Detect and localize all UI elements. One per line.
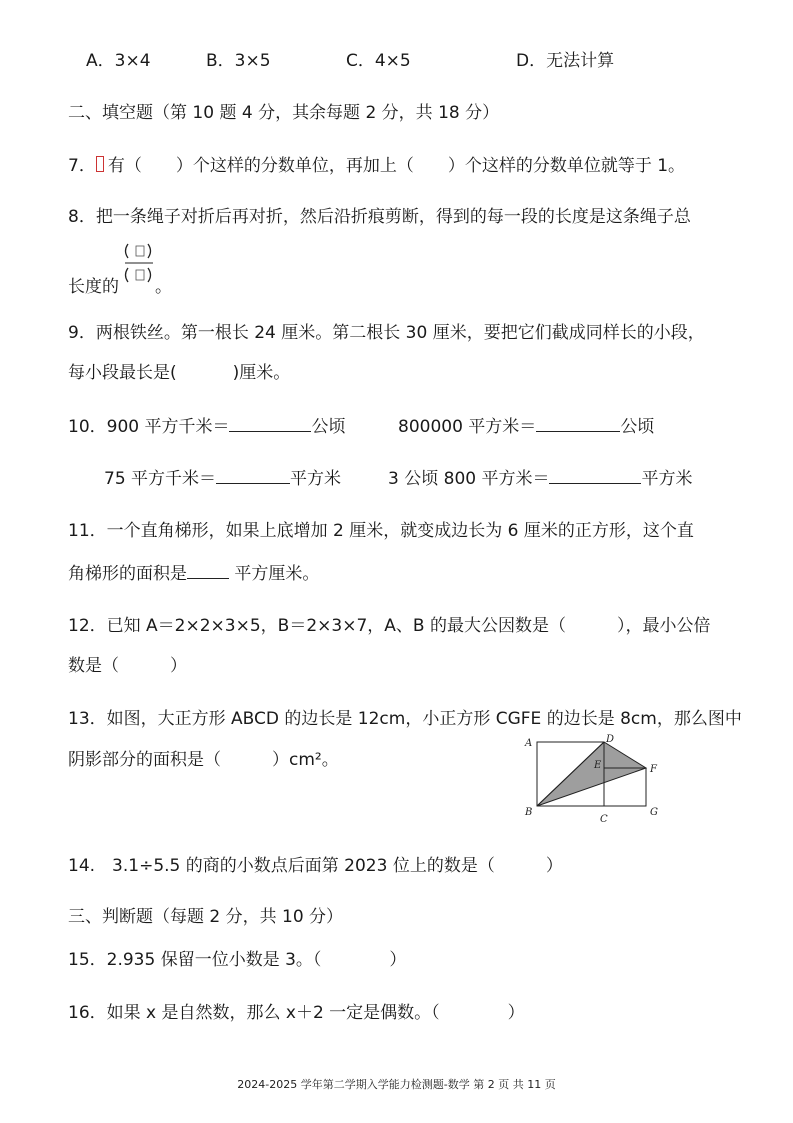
q7-number: 7． (68, 156, 96, 176)
q11-line2-a: 角梯形的面积是 (68, 564, 187, 584)
section3-title: 三、判断题（每题 2 分，共 10 分） (68, 907, 344, 927)
question-10-row1-left (68, 415, 345, 438)
q6-option-b: B．3×5 (206, 51, 271, 71)
q13-geometry-figure (520, 733, 670, 828)
label-f: F (650, 764, 657, 775)
q10-c2: 平方米 (290, 469, 342, 489)
label-b: B (525, 807, 533, 818)
q10-b1: 800000 平方米＝ (398, 417, 537, 437)
question-9-line1: 9．两根铁丝。第一根长 24 厘米。第二根长 30 厘米，要把它们截成同样长的小段， (68, 323, 705, 343)
q9-line2-a: 每小段最长是( (68, 363, 177, 383)
question-7 (68, 155, 685, 177)
question-11-line2 (68, 562, 319, 585)
question-13-line2: 阴影部分的面积是（ ）cm²。 (68, 750, 339, 770)
q10-a1: 10．900 平方千米＝ (68, 417, 230, 437)
question-10-row1-right (398, 415, 654, 438)
question-16: 16．如果 x 是自然数，那么 x＋2 一定是偶数。（ ） (68, 1003, 525, 1023)
question-8-line1: 8．把一条绳子对折后再对折，然后沿折痕剪断，得到的每一段的长度是这条绳子总 (68, 207, 691, 227)
q6-option-d: D．无法计算 (516, 51, 615, 71)
label-d: D (606, 734, 615, 745)
label-g: G (650, 807, 658, 818)
question-11-line1: 11．一个直角梯形，如果上底增加 2 厘米，就变成边长为 6 厘米的正方形，这个直 (68, 521, 694, 541)
question-10-row2-left (104, 467, 341, 490)
q10-a2: 公顷 (311, 417, 346, 437)
q7-text: 有（ ）个这样的分数单位，再加上（ ）个这样的分数单位就等于 1。 (107, 156, 686, 176)
question-12-line2: 数是（ ） (68, 656, 187, 676)
question-10-row2-right (388, 467, 692, 490)
question-9-line2 (68, 362, 290, 384)
label-e: E (594, 760, 602, 771)
page-footer: 2024-2025 学年第二学期入学能力检测题-数学 第 2 页 共 11 页 (237, 1078, 556, 1091)
shaded-triangle (537, 742, 646, 806)
q8-prefix: 长度的 (68, 277, 119, 297)
question-14: 14. 3.1÷5.5 的商的小数点后面第 2023 位上的数是（ ） (68, 856, 563, 876)
q10-b2: 公顷 (620, 417, 655, 437)
broken-image-icon (96, 156, 104, 172)
q8-fraction-blank (122, 240, 162, 290)
q10-d1: 3 公顷 800 平方米＝ (388, 469, 550, 489)
question-15: 15．2.935 保留一位小数是 3。（ ） (68, 950, 407, 970)
q9-line2-b: )厘米。 (232, 363, 291, 383)
q6-option-a: A．3×4 (86, 51, 151, 71)
question-12-line1: 12．已知 A＝2×2×3×5，B＝2×3×7，A、B 的最大公因数是（ ），最小公倍 (68, 616, 711, 636)
label-a: A (525, 738, 533, 749)
q11-line2-b: 平方厘米。 (229, 564, 320, 584)
q10-d2: 平方米 (641, 469, 693, 489)
q6-option-c: C．4×5 (346, 51, 411, 71)
q10-c1: 75 平方千米＝ (104, 469, 217, 489)
q8-suffix: 。 (155, 277, 172, 297)
section2-title: 二、填空题（第 10 题 4 分，其余每题 2 分，共 18 分） (68, 103, 500, 123)
label-c: C (600, 814, 608, 825)
question-13-line1: 13．如图，大正方形 ABCD 的边长是 12cm，小正方形 CGFE 的边长是 8cm，那么图中 (68, 709, 742, 729)
